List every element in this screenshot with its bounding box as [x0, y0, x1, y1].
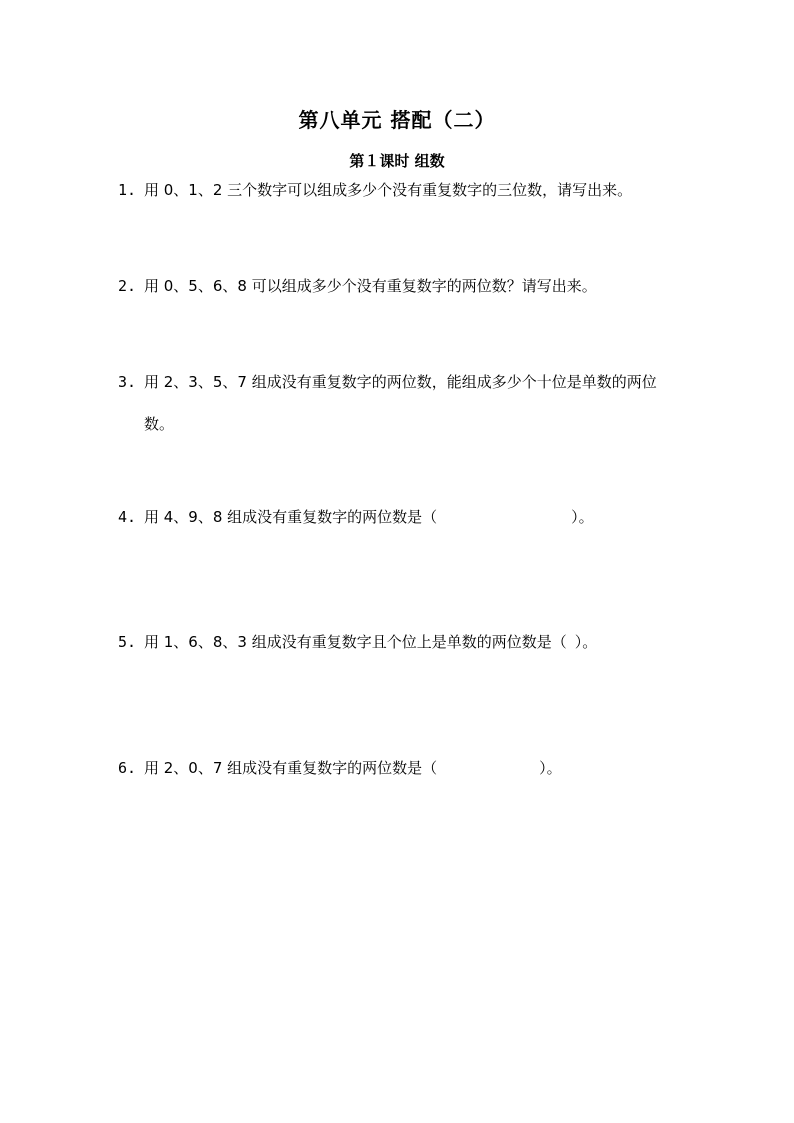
lesson-subtitle: 第１课时 组数 [349, 152, 445, 170]
question-text-end: ）。 [539, 759, 562, 777]
question-text: 用 2、3、5、7 组成没有重复数字的两位数，能组成多少个十位是单数的两位 [144, 373, 657, 391]
question-number: 3. [118, 373, 137, 391]
question-text: 用 1、6、8、3 组成没有重复数字且个位上是单数的两位数是（ [144, 633, 567, 651]
question-number: 5. [118, 633, 137, 651]
question-number: 6. [118, 759, 137, 777]
question-number: 2. [118, 277, 137, 295]
question-5 [118, 632, 597, 652]
question-number: 4. [118, 508, 137, 526]
question-1 [118, 180, 632, 200]
question-text: 用 2、0、7 组成没有重复数字的两位数是（ [144, 759, 438, 777]
question-number: 1. [118, 181, 137, 199]
question-text-end: ）。 [574, 633, 598, 651]
question-6 [118, 758, 562, 778]
question-text-end: ）。 [571, 508, 594, 526]
question-3 [118, 372, 657, 392]
question-text: 用 0、5、6、8 可以组成多少个没有重复数字的两位数？请写出来。 [144, 277, 597, 295]
question-3-continuation: 数。 [144, 415, 175, 433]
question-text: 用 4、9、8 组成没有重复数字的两位数是（ [144, 508, 438, 526]
question-2 [118, 276, 597, 296]
page-title: 第八单元 搭配（二） [298, 108, 496, 132]
question-text: 用 0、1、2 三个数字可以组成多少个没有重复数字的三位数，请写出来。 [144, 181, 633, 199]
question-4 [118, 507, 594, 527]
